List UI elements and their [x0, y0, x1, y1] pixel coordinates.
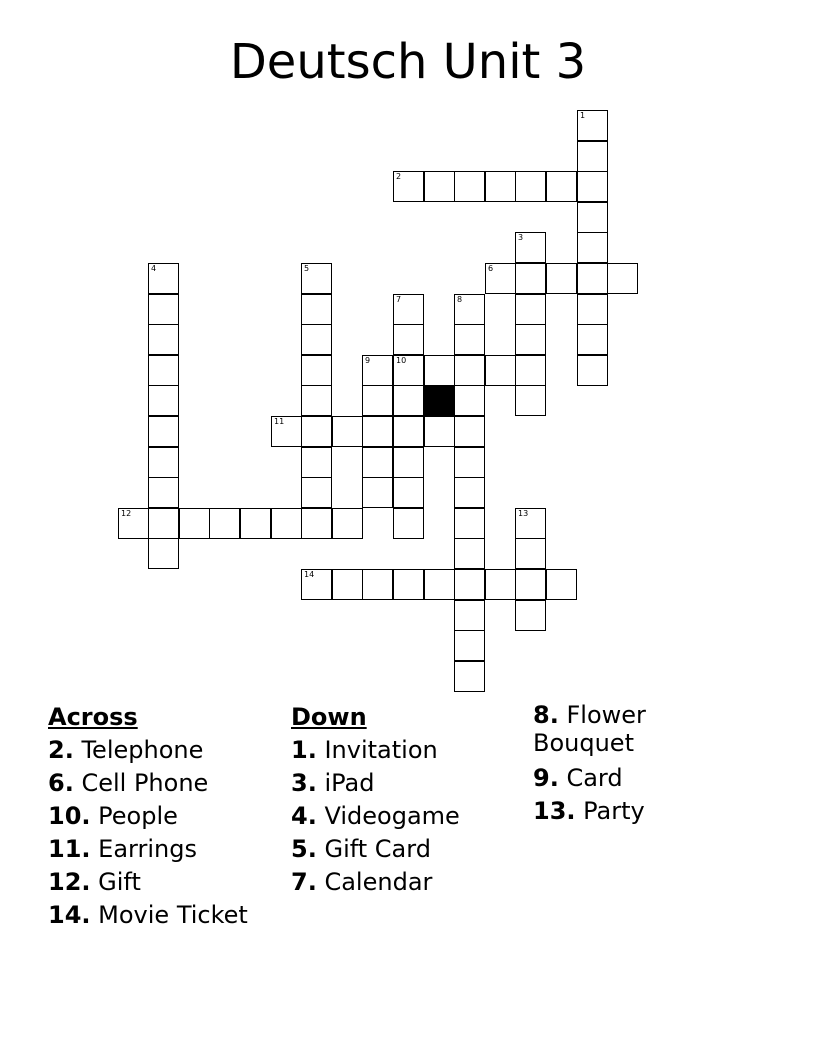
grid-cell[interactable]	[301, 569, 332, 600]
grid-cell[interactable]	[454, 508, 485, 539]
grid-cell[interactable]	[393, 447, 424, 478]
clue-text: Party	[583, 797, 645, 825]
clue-across-10	[48, 800, 248, 833]
clue-text: Movie Ticket	[98, 901, 248, 929]
grid-cell[interactable]	[393, 171, 424, 202]
grid-cell[interactable]	[332, 416, 363, 447]
grid-cell[interactable]	[362, 355, 393, 386]
grid-cell[interactable]	[148, 538, 179, 569]
clue-number-label: 8	[457, 295, 463, 304]
clue-down-8	[533, 701, 683, 762]
clue-text: Earrings	[98, 835, 197, 863]
grid-cell[interactable]	[577, 202, 608, 233]
clue-number-label: 13	[518, 509, 529, 518]
grid-cell[interactable]	[118, 508, 149, 539]
clue-number-label: 7	[396, 295, 402, 304]
grid-cell[interactable]	[454, 569, 485, 600]
grid-cell[interactable]	[454, 294, 485, 325]
grid-cell[interactable]	[424, 171, 455, 202]
grid-cell[interactable]	[301, 324, 332, 355]
grid-cell[interactable]	[515, 569, 546, 600]
grid-cell[interactable]	[148, 385, 179, 416]
clue-number-label: 4	[151, 264, 157, 273]
clue-number: 14.	[48, 901, 91, 929]
grid-cell[interactable]	[546, 263, 577, 294]
grid-cell[interactable]	[454, 385, 485, 416]
grid-cell[interactable]	[424, 416, 455, 447]
grid-cell[interactable]	[148, 294, 179, 325]
grid-cell[interactable]	[301, 263, 332, 294]
clue-number-label: 9	[365, 356, 371, 365]
grid-cell[interactable]	[393, 294, 424, 325]
grid-cell[interactable]	[577, 355, 608, 386]
grid-cell[interactable]	[515, 600, 546, 631]
down-clues	[291, 701, 460, 899]
grid-cell[interactable]	[301, 355, 332, 386]
grid-cell[interactable]	[577, 141, 608, 172]
grid-cell[interactable]	[577, 263, 608, 294]
grid-cell[interactable]	[577, 171, 608, 202]
clue-number: 3.	[291, 769, 317, 797]
grid-cell[interactable]	[515, 294, 546, 325]
clue-number: 10.	[48, 802, 91, 830]
down-clues-continued	[533, 701, 683, 828]
grid-cell[interactable]	[515, 508, 546, 539]
grid-cell[interactable]	[485, 569, 516, 600]
grid-cell[interactable]	[148, 355, 179, 386]
grid-cell[interactable]	[148, 324, 179, 355]
grid-cell[interactable]	[515, 355, 546, 386]
grid-cell[interactable]	[515, 171, 546, 202]
grid-cell[interactable]	[454, 171, 485, 202]
clue-number: 7.	[291, 868, 317, 896]
grid-cell[interactable]	[209, 508, 240, 539]
grid-cell[interactable]	[393, 569, 424, 600]
grid-cell[interactable]	[240, 508, 271, 539]
grid-cell[interactable]	[393, 477, 424, 508]
grid-cell[interactable]	[362, 447, 393, 478]
grid-cell[interactable]	[393, 324, 424, 355]
grid-cell[interactable]	[362, 569, 393, 600]
clue-number-label: 11	[274, 417, 285, 426]
clue-down-1	[291, 734, 460, 767]
clue-down-4	[291, 800, 460, 833]
grid-cell[interactable]	[362, 416, 393, 447]
black-cell	[424, 385, 455, 416]
grid-cell[interactable]	[454, 355, 485, 386]
grid-cell[interactable]	[515, 538, 546, 569]
grid-cell[interactable]	[362, 385, 393, 416]
clue-number: 6.	[48, 769, 74, 797]
clue-down-13	[533, 795, 683, 828]
clue-text: Videogame	[324, 802, 460, 830]
clue-number: 1.	[291, 736, 317, 764]
grid-cell[interactable]	[332, 508, 363, 539]
grid-cell[interactable]	[454, 447, 485, 478]
grid-cell[interactable]	[148, 508, 179, 539]
grid-cell[interactable]	[454, 416, 485, 447]
grid-cell[interactable]	[454, 477, 485, 508]
grid-cell[interactable]	[301, 294, 332, 325]
clue-number: 11.	[48, 835, 91, 863]
grid-cell[interactable]	[485, 171, 516, 202]
grid-cell[interactable]	[454, 600, 485, 631]
clue-text: Flower Bouquet	[533, 701, 646, 757]
grid-cell[interactable]	[362, 477, 393, 508]
clue-number-label: 3	[518, 233, 524, 242]
grid-cell[interactable]	[454, 538, 485, 569]
grid-cell[interactable]	[148, 447, 179, 478]
clue-text: iPad	[324, 769, 375, 797]
clue-number: 8.	[533, 701, 559, 729]
clue-number-label: 14	[304, 570, 315, 579]
clue-across-12	[48, 866, 248, 899]
clue-number-label: 6	[488, 264, 494, 273]
clue-number: 9.	[533, 764, 559, 792]
grid-cell[interactable]	[454, 661, 485, 692]
grid-cell[interactable]	[424, 355, 455, 386]
grid-cell[interactable]	[454, 324, 485, 355]
grid-cell[interactable]	[546, 569, 577, 600]
grid-cell[interactable]	[148, 477, 179, 508]
grid-cell[interactable]	[301, 508, 332, 539]
clue-text: Cell Phone	[81, 769, 209, 797]
grid-cell[interactable]	[424, 569, 455, 600]
page-title: Deutsch Unit 3	[229, 34, 587, 90]
clue-text: Telephone	[81, 736, 204, 764]
grid-cell[interactable]	[577, 324, 608, 355]
clue-across-2	[48, 734, 248, 767]
clue-number: 13.	[533, 797, 576, 825]
grid-cell[interactable]	[454, 630, 485, 661]
clue-number-label: 2	[396, 172, 402, 181]
clue-text: Gift Card	[324, 835, 431, 863]
grid-cell[interactable]	[515, 324, 546, 355]
clue-number-label: 10	[396, 356, 407, 365]
grid-cell[interactable]	[515, 263, 546, 294]
grid-cell[interactable]	[485, 263, 516, 294]
across-heading: Across	[48, 703, 138, 731]
clue-text: Card	[566, 764, 623, 792]
clue-across-11	[48, 833, 248, 866]
grid-cell[interactable]	[393, 508, 424, 539]
grid-cell[interactable]	[301, 447, 332, 478]
clue-number: 2.	[48, 736, 74, 764]
grid-cell[interactable]	[393, 385, 424, 416]
clue-across-14	[48, 899, 248, 932]
grid-cell[interactable]	[515, 232, 546, 263]
clue-across-6	[48, 767, 248, 800]
grid-cell[interactable]	[607, 263, 638, 294]
clue-number-label: 12	[121, 509, 132, 518]
clue-text: People	[98, 802, 178, 830]
grid-cell[interactable]	[393, 355, 424, 386]
grid-cell[interactable]	[332, 569, 363, 600]
grid-cell[interactable]	[148, 416, 179, 447]
down-heading: Down	[291, 703, 367, 731]
clue-down-3	[291, 767, 460, 800]
grid-cell[interactable]	[546, 171, 577, 202]
across-clues	[48, 701, 248, 932]
clue-number: 5.	[291, 835, 317, 863]
clue-text: Calendar	[324, 868, 433, 896]
clue-number: 4.	[291, 802, 317, 830]
grid-cell[interactable]	[301, 385, 332, 416]
grid-cell[interactable]	[301, 477, 332, 508]
clue-down-7	[291, 866, 460, 899]
grid-cell[interactable]	[577, 110, 608, 141]
grid-cell[interactable]	[577, 232, 608, 263]
grid-cell[interactable]	[179, 508, 210, 539]
grid-cell[interactable]	[271, 508, 302, 539]
grid-cell[interactable]	[271, 416, 302, 447]
grid-cell[interactable]	[515, 385, 546, 416]
clue-down-5	[291, 833, 460, 866]
clue-text: Invitation	[324, 736, 438, 764]
grid-cell[interactable]	[485, 355, 516, 386]
clue-number-label: 5	[304, 264, 310, 273]
clue-number: 12.	[48, 868, 91, 896]
grid-cell[interactable]	[577, 294, 608, 325]
clue-down-9	[533, 762, 683, 795]
grid-cell[interactable]	[148, 263, 179, 294]
grid-cell[interactable]	[393, 416, 424, 447]
grid-cell[interactable]	[301, 416, 332, 447]
clue-number-label: 1	[580, 111, 586, 120]
clue-text: Gift	[98, 868, 141, 896]
